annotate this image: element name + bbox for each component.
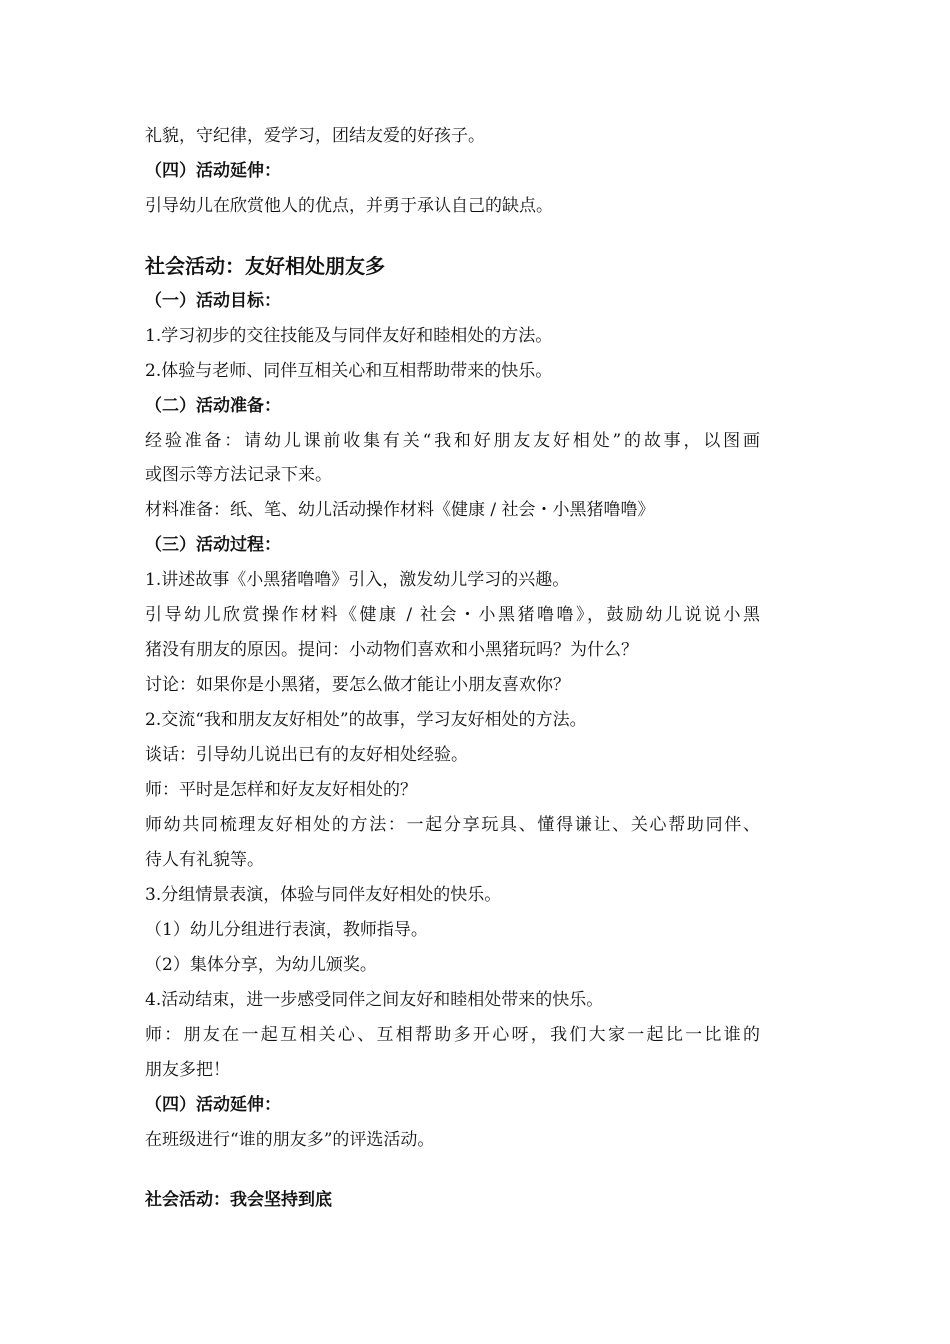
paragraph-line: 1.讲述故事《小黑猪噜噜》引入，激发幼儿学习的兴趣。: [145, 570, 570, 590]
paragraph-line: 引导幼儿欣赏操作材料《健康 / 社会・小黑猪噜噜》，鼓励幼儿说说小黑: [145, 605, 760, 625]
paragraph-line: 讨论：如果你是小黑猪，要怎么做才能让小朋友喜欢你？: [145, 675, 570, 695]
paragraph-line: 或图示等方法记录下来。: [145, 465, 332, 485]
paragraph-line: （2）集体分享，为幼儿颁奖。: [145, 955, 377, 975]
paragraph-line: 师幼共同梳理友好相处的方法：一起分享玩具、懂得谦让、关心帮助同伴、: [145, 815, 760, 835]
subsection-heading: （一）活动目标：: [145, 291, 281, 311]
subsection-heading: （四）活动延伸：: [145, 1095, 281, 1115]
subsection-heading: （四）活动延伸：: [145, 161, 281, 181]
paragraph-line: 2.交流“我和朋友友好相处”的故事，学习友好相处的方法。: [145, 710, 587, 730]
paragraph-line: 在班级进行“谁的朋友多”的评选活动。: [145, 1130, 435, 1150]
paragraph-line: 师：朋友在一起互相关心、互相帮助多开心呀，我们大家一起比一比谁的: [145, 1025, 760, 1045]
paragraph-line: 1.学习初步的交往技能及与同伴友好和睦相处的方法。: [145, 326, 553, 346]
paragraph-line: 4.活动结束，进一步感受同伴之间友好和睦相处带来的快乐。: [145, 990, 604, 1010]
subsection-heading: （三）活动过程：: [145, 535, 281, 555]
paragraph-line: 礼貌，守纪律，爱学习，团结友爱的好孩子。: [145, 126, 485, 146]
paragraph-line: 朋友多把！: [145, 1060, 230, 1080]
paragraph-line: 经验准备：请幼儿课前收集有关“我和好朋友友好相处”的故事，以图画: [145, 431, 760, 451]
paragraph-line: 2.体验与老师、同伴互相关心和互相帮助带来的快乐。: [145, 361, 553, 381]
subsection-heading: （二）活动准备：: [145, 396, 281, 416]
paragraph-line: 猪没有朋友的原因。提问：小动物们喜欢和小黑猪玩吗？为什么？: [145, 640, 638, 660]
paragraph-line: 谈话：引导幼儿说出已有的友好相处经验。: [145, 745, 468, 765]
paragraph-line: 待人有礼貌等。: [145, 850, 264, 870]
paragraph-line: （1）幼儿分组进行表演，教师指导。: [145, 920, 428, 940]
paragraph-line: 引导幼儿在欣赏他人的优点，并勇于承认自己的缺点。: [145, 196, 553, 216]
section-title: 社会活动：友好相处朋友多: [145, 254, 385, 278]
paragraph-line: 3.分组情景表演，体验与同伴友好相处的快乐。: [145, 885, 502, 905]
section-title: 社会活动：我会坚持到底: [145, 1190, 332, 1210]
paragraph-line: 师：平时是怎样和好友友好相处的？: [145, 780, 417, 800]
paragraph-line: 材料准备：纸、笔、幼儿活动操作材料《健康 / 社会・小黑猪噜噜》: [145, 500, 655, 520]
